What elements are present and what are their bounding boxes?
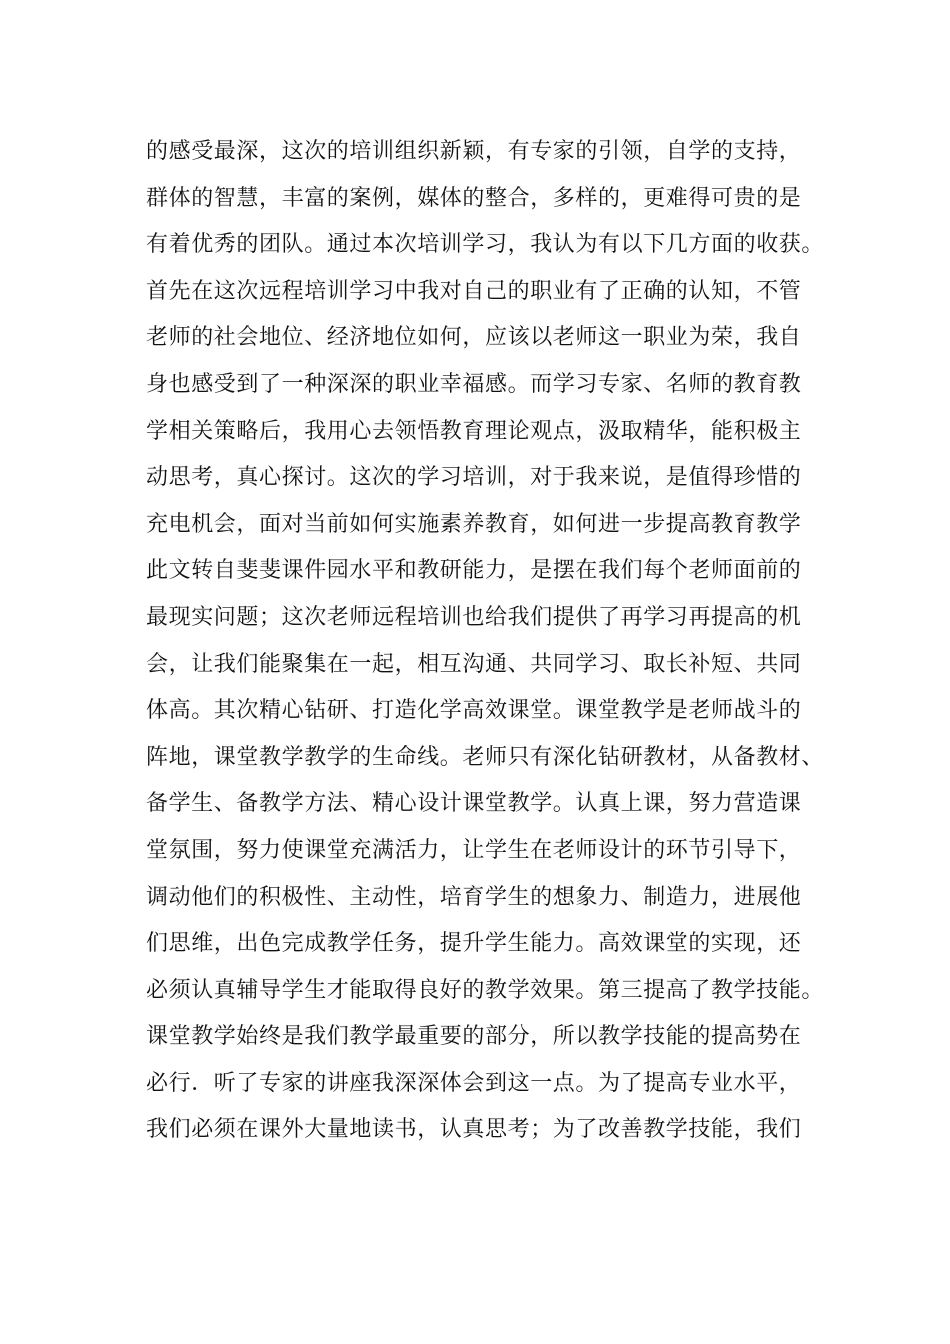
text-line: 必行．听了专家的讲座我深深体会到这一点。为了提高专业水平， [146,1070,802,1096]
text-line: 阵地，课堂教学教学的生命线。老师只有深化钻研教材，从备教材、 [146,744,825,770]
text-line: 调动他们的积极性、主动性，培育学生的想象力、制造力，进展他 [146,884,802,910]
text-line: 会，让我们能聚集在一起，相互沟通、共同学习、取长补短、共同 [146,651,802,677]
body-text [146,129,846,1154]
text-line: 此文转自斐斐课件园水平和教研能力，是摆在我们每个老师面前的 [146,558,802,584]
text-line: 学相关策略后，我用心去领悟教育理论观点，汲取精华，能积极主 [146,418,802,444]
text-line: 的感受最深，这次的培训组织新颖，有专家的引领，自学的支持， [146,139,802,164]
text-line: 群体的智慧，丰富的案例，媒体的整合，多样的，更难得可贵的是 [146,185,802,211]
text-line: 有着优秀的团队。通过本次培训学习，我认为有以下几方面的收获。 [146,232,825,258]
text-line: 必须认真辅导学生才能取得良好的教学效果。第三提高了教学技能。 [146,977,825,1003]
text-line: 们思维，出色完成教学任务，提升学生能力。高效课堂的实现，还 [146,931,802,957]
text-line: 首先在这次远程培训学习中我对自己的职业有了正确的认知，不管 [146,278,802,304]
text-line: 最现实问题；这次老师远程培训也给我们提供了再学习再提高的机 [146,604,802,630]
text-line: 课堂教学始终是我们教学最重要的部分，所以教学技能的提高势在 [146,1024,802,1050]
text-line: 充电机会，面对当前如何实施素养教育，如何进一步提高教育教学 [146,511,802,537]
text-line: 老师的社会地位、经济地位如何，应该以老师这一职业为荣，我自 [146,325,802,351]
text-line: 动思考，真心探讨。这次的学习培训，对于我来说，是值得珍惜的 [146,465,802,491]
text-line: 备学生、备教学方法、精心设计课堂教学。认真上课，努力营造课 [146,791,802,817]
text-line: 身也感受到了一种深深的职业幸福感。而学习专家、名师的教育教 [146,371,802,397]
text-line: 我们必须在课外大量地读书，认真思考；为了改善教学技能，我们 [146,1117,802,1143]
text-line: 体高。其次精心钻研、打造化学高效课堂。课堂教学是老师战斗的 [146,698,802,724]
text-line: 堂氛围，努力使课堂充满活力，让学生在老师设计的环节引导下， [146,837,802,863]
